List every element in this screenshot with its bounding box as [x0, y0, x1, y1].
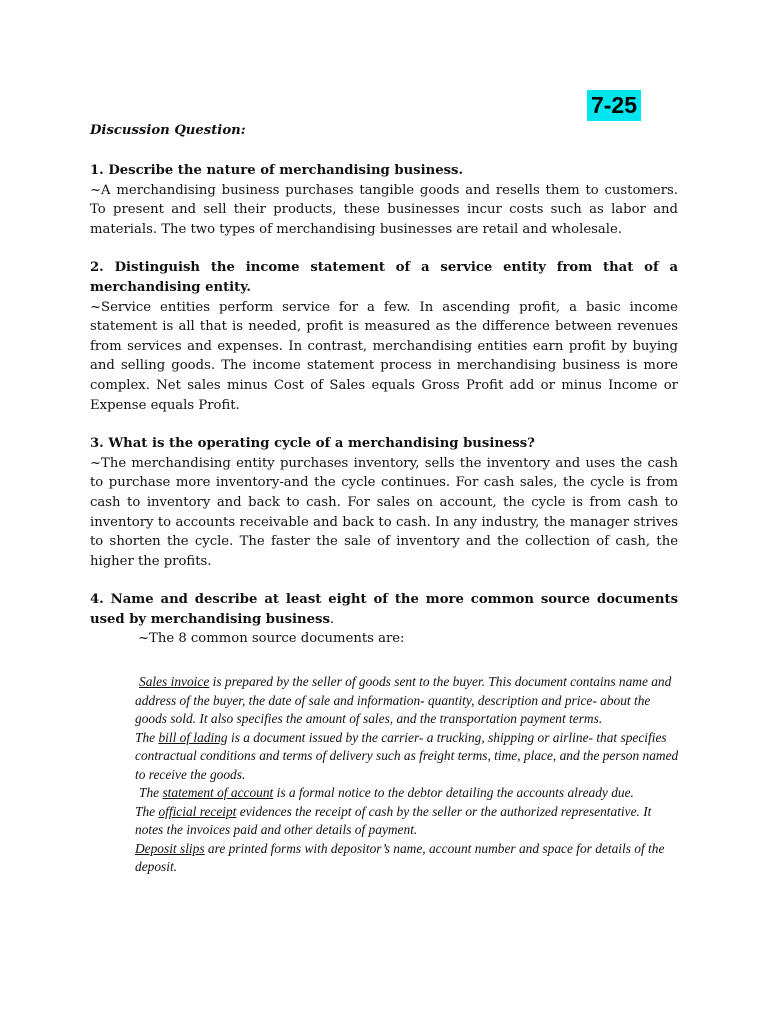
- document-item-bill-of-lading: The bill of lading is a document issued by the carrier- a trucking, shipping or airline- that specifies contractual conditions and terms of delivery such as freight terms, time, place, and the person named to receive the goods.: [135, 729, 679, 782]
- question-title-text: 4. Name and describe at least eight of the more common source documents used by merchandising business: [90, 592, 678, 627]
- document-description: are printed forms with depositor’s name, account number and space for details of the deposit.: [135, 840, 665, 875]
- source-documents-intro: ~The 8 common source documents are:: [138, 631, 405, 647]
- document-item-sales-invoice: [135, 673, 680, 729]
- question-title: 3. What is the operating cycle of a merchandising business?: [90, 436, 535, 452]
- document-term: Deposit slips: [135, 840, 205, 856]
- document-item-statement-of-account: The statement of account is a formal notice to the debtor detailing the accounts already due.: [139, 785, 634, 801]
- page-number-badge: 7-25: [587, 90, 641, 121]
- question-title-period: .: [329, 611, 335, 627]
- question-3: [90, 434, 678, 571]
- question-answer: ~A merchandising business purchases tangible goods and resells them to customers. To present and sell their products, these businesses incur costs such as labor and materials. The two types of merchandising businesses are retail and wholesale.: [90, 182, 678, 237]
- source-documents-list: [135, 673, 680, 877]
- document-description: is prepared by the seller of goods sent to the buyer. This document contains name and address of the buyer, the date of sale and information- quantity, description and price- about the goods sold. It also specifies the amount of sales, and the transportation payment terms.: [135, 674, 672, 727]
- document-term: statement of account: [162, 785, 274, 801]
- discussion-heading: Discussion Question:: [90, 123, 246, 138]
- document-description: is a document issued by the carrier- a trucking, shipping or airline- that specifies contractual conditions and terms of delivery such as freight terms, time, place, and the person named to receive the goods.: [135, 729, 679, 782]
- document-description: evidences the receipt of cash by the seller or the authorized representative. It notes the invoices paid and other details of payment.: [135, 803, 652, 838]
- question-1: [90, 161, 678, 239]
- document-term: Sales invoice: [139, 674, 210, 690]
- question-answer: ~The merchandising entity purchases inventory, sells the inventory and uses the cash to purchase more inventory-and the cycle continues. For cash sales, the cycle is from cash to inventory and back to cash. For sales on account, the cycle is from cash to inventory to accounts receivable and back to cash. In any industry, the manager strives to shorten the cycle. The faster the sale of inventory and the collection of cash, the higher the profits.: [90, 455, 678, 569]
- document-item-official-receipt: The official receipt evidences the receipt of cash by the seller or the authorized representative. It notes the invoices paid and other details of payment.: [135, 803, 652, 838]
- document-item-deposit-slips: [135, 840, 680, 877]
- question-title: 1. Describe the nature of merchandising business.: [90, 163, 464, 178]
- question-4: [90, 590, 678, 876]
- document-term: bill of lading: [158, 729, 228, 745]
- question-answer: ~Service entities perform service for a few. In ascending profit, a basic income statement is all that is needed, profit is measured as the difference between revenues from services and expenses. In contrast, merchandising entities earn profit by buying and selling goods. The income statement process in merchandising business is more complex. Net sales minus Cost of Sales equals Gross Profit add or minus Income or Expense equals Profit.: [90, 299, 678, 413]
- question-title: 2. Distinguish the income statement of a service entity from that of a merchandising entity.: [90, 260, 678, 295]
- document-body: [90, 121, 678, 877]
- document-term: official receipt: [158, 803, 237, 819]
- question-2: [90, 258, 678, 415]
- document-description: is a formal notice to the debtor detailing the accounts already due.: [273, 785, 634, 801]
- question-title: [90, 590, 678, 629]
